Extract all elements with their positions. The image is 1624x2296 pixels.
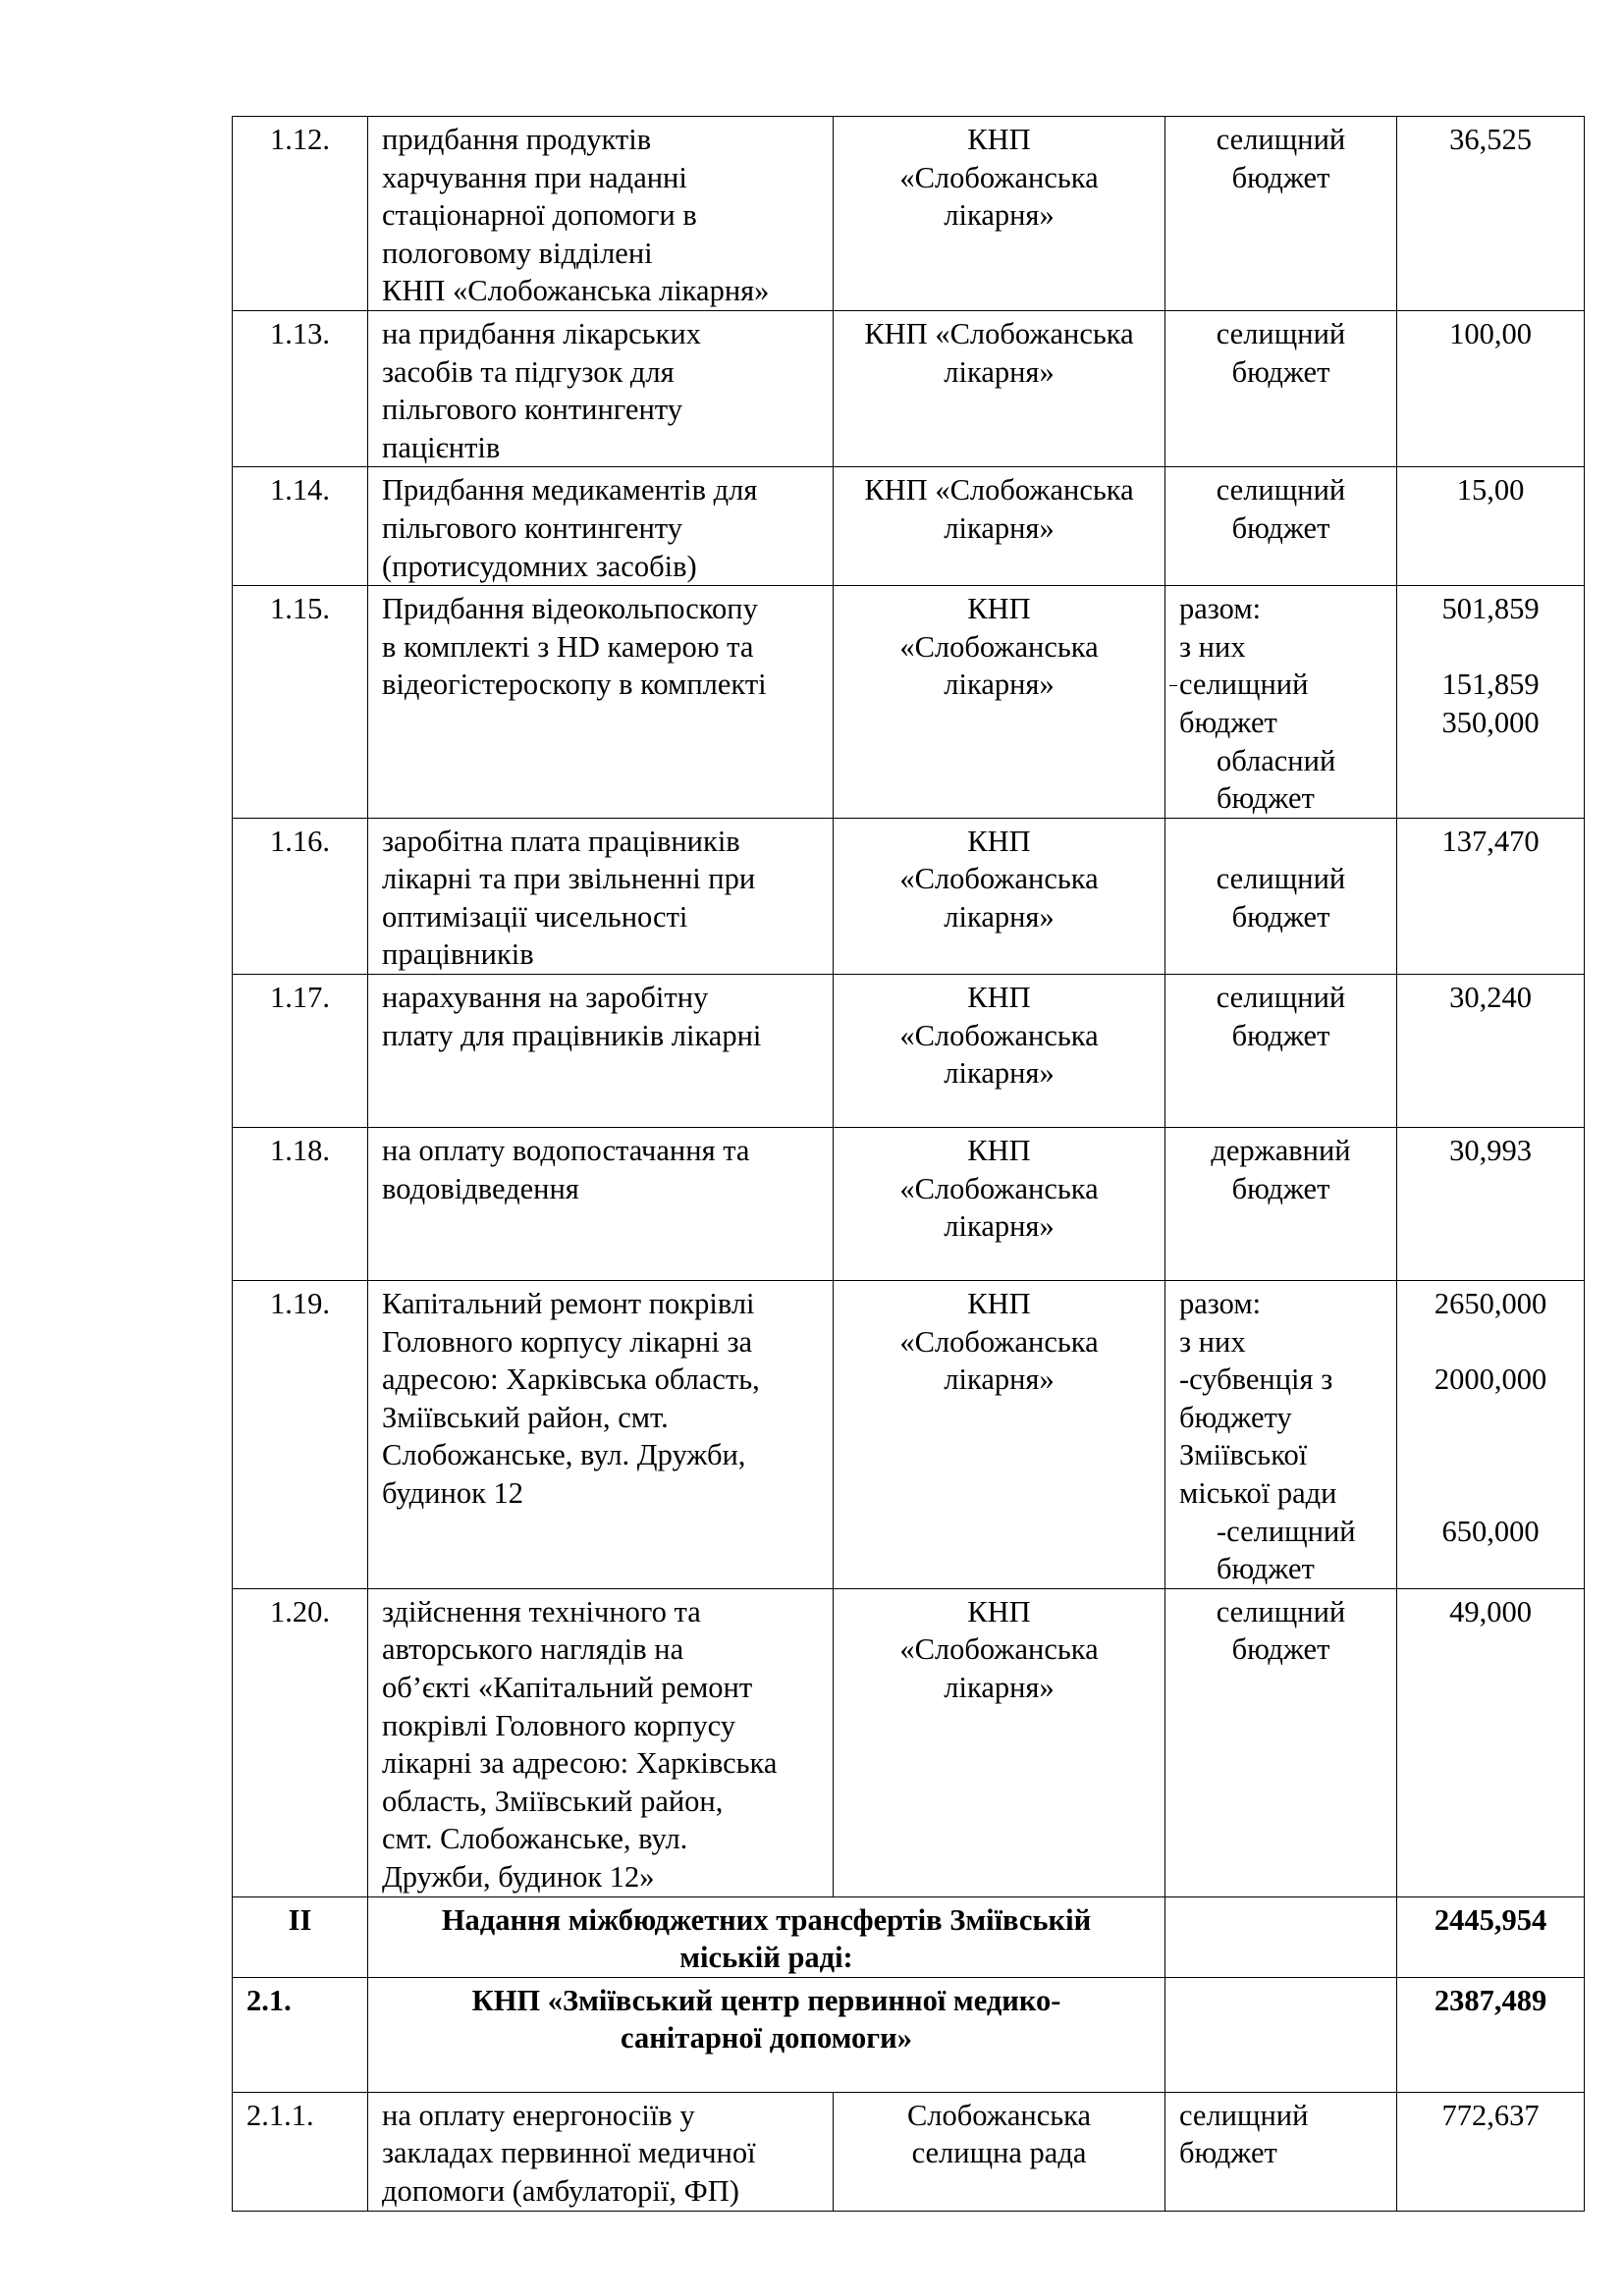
row-amount: 772,637 [1397, 2092, 1585, 2211]
row-number: 1.18. [233, 1128, 368, 1281]
row-funding-source: селищний бюджет [1165, 117, 1397, 311]
table-row [233, 310, 1585, 466]
table-row [233, 2092, 1585, 2211]
row-number: 1.16. [233, 818, 368, 974]
row-funding-source: селищний бюджет [1165, 975, 1397, 1128]
row-number: 2.1.1. [233, 2092, 368, 2211]
row-amount: 100,00 [1397, 310, 1585, 466]
row-description: Капітальний ремонт покрівлі Головного корпусу лікарні за адресою: Харківська область, Зміївський район, смт. Слобожанське, вул. Дружби, будинок 12 [368, 1281, 834, 1589]
table-row [233, 586, 1585, 819]
row-number: 1.15. [233, 586, 368, 819]
table-row [233, 1128, 1585, 1281]
row-amount: 36,525 [1397, 117, 1585, 311]
section-amount: 2387,489 [1397, 1977, 1585, 2092]
row-executor: Слобожанська селищна рада [834, 2092, 1165, 2211]
row-executor: КНП «Слобожанська лікарня» [834, 1281, 1165, 1589]
row-description: на оплату водопостачання та водовідведення [368, 1128, 834, 1281]
table-row [233, 818, 1585, 974]
section-title: КНП «Зміївський центр первинної медико- санітарної допомоги» [368, 1977, 1165, 2092]
row-description: придбання продуктів харчування при наданні стаціонарної допомоги в пологовому відділені КНП «Слобожанська лікарня» [368, 117, 834, 311]
table-row [233, 467, 1585, 586]
section-row [233, 1977, 1585, 2092]
row-amount: 15,00 [1397, 467, 1585, 586]
row-description: Придбання медикаментів для пільгового контингенту (протисудомних засобів) [368, 467, 834, 586]
row-amount: 2650,000 2000,000 650,000 [1397, 1281, 1585, 1589]
row-executor: КНП «Слобожанська лікарня» [834, 310, 1165, 466]
row-amount: 501,859 151,859 350,000 [1397, 586, 1585, 819]
row-funding-source: селищний бюджет [1165, 818, 1397, 974]
row-executor: КНП «Слобожанська лікарня» [834, 586, 1165, 819]
row-funding-source: державний бюджет [1165, 1128, 1397, 1281]
row-executor: КНП «Слобожанська лікарня» [834, 117, 1165, 311]
row-amount: 30,240 [1397, 975, 1585, 1128]
row-amount: 49,000 [1397, 1588, 1585, 1896]
row-funding-source: разом: з них селищний бюджет обласний бюджет [1165, 586, 1397, 819]
budget-table [232, 116, 1585, 2212]
table-row [233, 975, 1585, 1128]
row-funding-source: селищний бюджет [1165, 2092, 1397, 2211]
row-funding-source: селищний бюджет [1165, 467, 1397, 586]
row-amount: 137,470 [1397, 818, 1585, 974]
section-source-empty [1165, 1977, 1397, 2092]
row-funding-source: селищний бюджет [1165, 310, 1397, 466]
row-description: на оплату енергоносіїв у закладах первинної медичної допомоги (амбулаторії, ФП) [368, 2092, 834, 2211]
section-amount: 2445,954 [1397, 1896, 1585, 1977]
row-number: 1.17. [233, 975, 368, 1128]
section-title: Надання міжбюджетних трансфертів Зміївській міській раді: [368, 1896, 1165, 1977]
section-number: ІІ [233, 1896, 368, 1977]
row-amount: 30,993 [1397, 1128, 1585, 1281]
row-executor: КНП «Слобожанська лікарня» [834, 1588, 1165, 1896]
section-number: 2.1. [233, 1977, 368, 2092]
row-description: здійснення технічного та авторського наглядів на об’єкті «Капітальний ремонт покрівлі Головного корпусу лікарні за адресою: Харківська область, Зміївський район, смт. Слобожанське, вул. Дружби, будинок 12» [368, 1588, 834, 1896]
row-number: 1.19. [233, 1281, 368, 1589]
row-description: Придбання відеокольпоскопу в комплекті з HD камерою та відеогістероскопу в комплекті [368, 586, 834, 819]
table-row [233, 1281, 1585, 1589]
row-description: заробітна плата працівників лікарні та при звільненні при оптимізації чисельності працівників [368, 818, 834, 974]
row-number: 1.13. [233, 310, 368, 466]
row-number: 1.14. [233, 467, 368, 586]
table-row [233, 1588, 1585, 1896]
row-executor: КНП «Слобожанська лікарня» [834, 975, 1165, 1128]
row-executor: КНП «Слобожанська лікарня» [834, 818, 1165, 974]
row-description: на придбання лікарських засобів та підгузок для пільгового контингенту пацієнтів [368, 310, 834, 466]
row-funding-source: разом: з них -субвенція з бюджету Зміївської міської ради -селищний бюджет [1165, 1281, 1397, 1589]
row-funding-source: селищний бюджет [1165, 1588, 1397, 1896]
row-executor: КНП «Слобожанська лікарня» [834, 1128, 1165, 1281]
table-row [233, 117, 1585, 311]
row-executor: КНП «Слобожанська лікарня» [834, 467, 1165, 586]
section-source-empty [1165, 1896, 1397, 1977]
row-number: 1.20. [233, 1588, 368, 1896]
row-number: 1.12. [233, 117, 368, 311]
row-description: нарахування на заробітну плату для працівників лікарні [368, 975, 834, 1128]
section-row [233, 1896, 1585, 1977]
